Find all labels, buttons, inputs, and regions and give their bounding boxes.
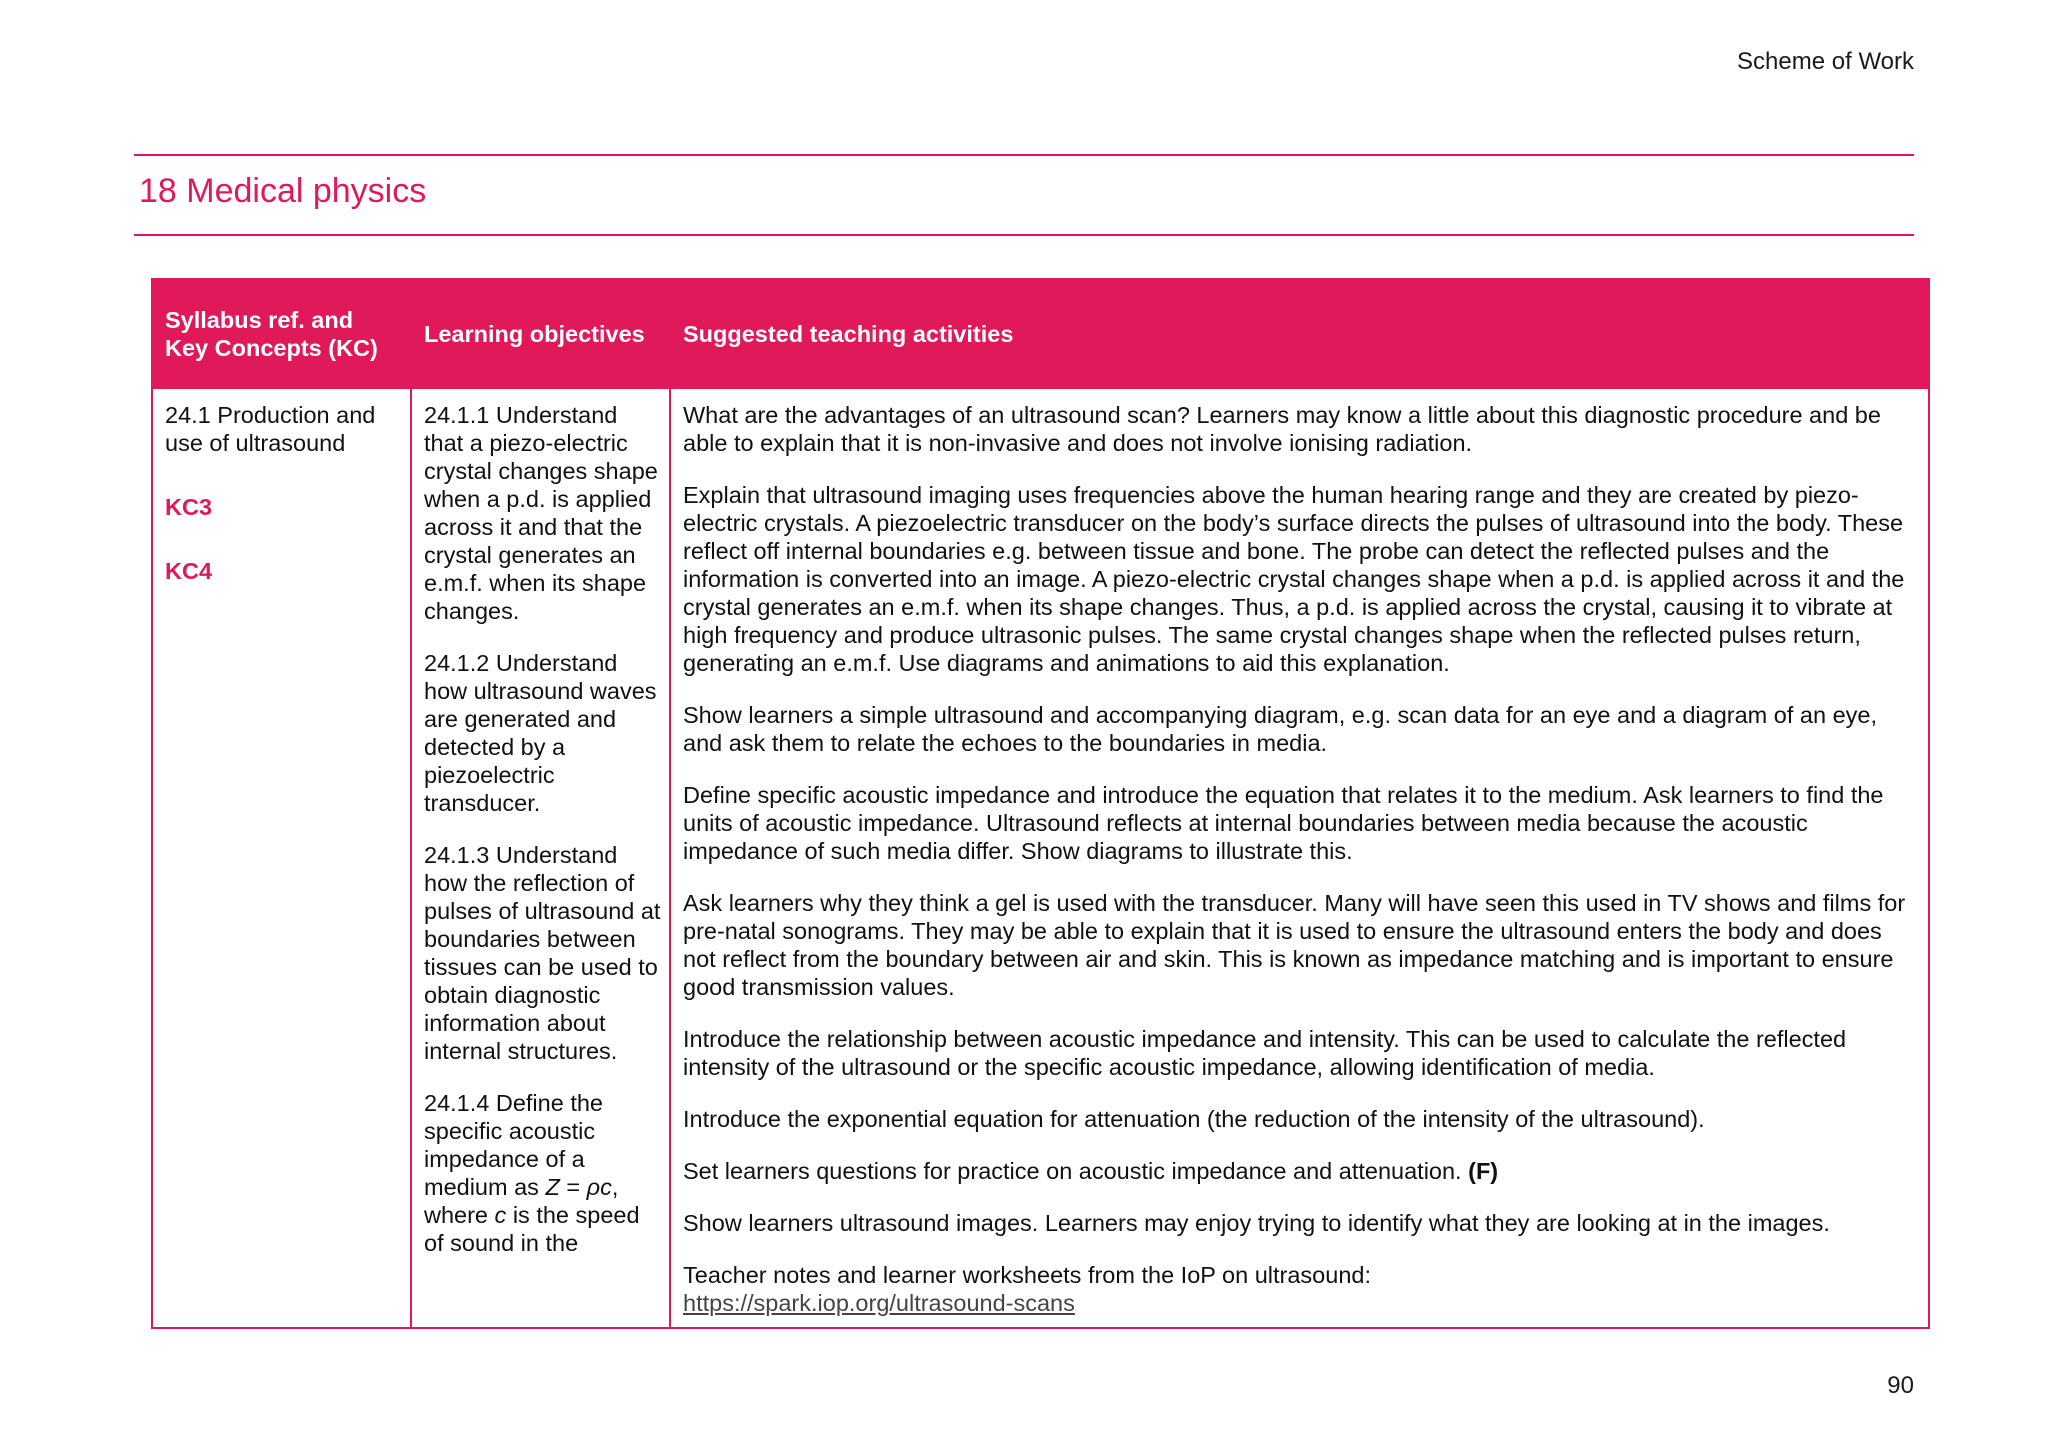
- objective-equals: =: [559, 1174, 587, 1200]
- activity-piezoelectric-explanation: Explain that ultrasound imaging uses frequencies above the human hearing range and they are created by piezo-electric crystals. A piezoelectric transducer on the body’s surface directs the pulses of ultrasound into the body. These reflect off internal boundaries e.g. between tissue and bone. The probe can detect the reflected pulses and the information is converted into an image. A piezo-electric crystal changes shape when a p.d. is applied across it and the crystal generates an e.m.f. when its shape changes. Thus, a p.d. is applied across the crystal, causing it to vibrate at high frequency and produce ultrasonic pulses. The same crystal changes shape when the reflected pulses return, generating an e.m.f. Use diagrams and animations to aid this explanation.: [683, 482, 1905, 676]
- teaching-activities-cell: [670, 388, 1929, 1328]
- resource-description: Teacher notes and learner worksheets from the IoP on ultrasound:: [683, 1262, 1371, 1288]
- activity-practice-text: Set learners questions for practice on acoustic impedance and attenuation.: [683, 1158, 1469, 1184]
- document-label: Scheme of Work: [1737, 48, 1914, 75]
- objective-24-1-4-text-a: 24.1.4 Define the specific acoustic impedance of a medium as: [424, 1090, 603, 1200]
- iop-ultrasound-link[interactable]: https://spark.iop.org/ultrasound-scans: [683, 1290, 1075, 1316]
- syllabus-ref-cell: [152, 388, 411, 1328]
- objective-24-1-4-text-d: is the speed of sound in the: [424, 1202, 640, 1256]
- activity-practice-questions: [683, 1157, 1918, 1185]
- objective-24-1-4: [424, 1089, 661, 1257]
- activity-ultrasound-advantages: What are the advantages of an ultrasound scan? Learners may know a little about this diagnostic procedure and be able to explain that it is non-invasive and does not involve ionising radiation.: [683, 402, 1881, 456]
- symbol-c: c: [494, 1202, 507, 1228]
- table-row: [152, 388, 1929, 1328]
- activity-impedance-intensity: Introduce the relationship between acoustic impedance and intensity. This can be used to calculate the reflected intensity of the ultrasound or the specific acoustic impedance, allowing identification of media.: [683, 1026, 1847, 1080]
- objective-24-1-3: 24.1.3 Understand how the reflection of pulses of ultrasound at boundaries between tissues can be used to obtain diagnostic information about internal structures.: [424, 842, 661, 1064]
- formative-assessment-tag: (F): [1468, 1158, 1499, 1184]
- table-header-row: [152, 279, 1929, 388]
- objective-24-1-1: 24.1.1 Understand that a piezo-electric crystal changes shape when a p.d. is applied across it and that the crystal generates an e.m.f. when its shape changes.: [424, 402, 658, 624]
- header-syllabus-ref: [152, 279, 411, 388]
- page-number: 90: [1887, 1372, 1914, 1399]
- symbol-rho-c: ρc: [586, 1174, 612, 1200]
- symbol-z: Z: [545, 1174, 560, 1200]
- title-bottom-rule: [134, 234, 1914, 236]
- activity-iop-resources: [683, 1261, 1918, 1317]
- activity-attenuation: Introduce the exponential equation for attenuation (the reduction of the intensity of the ultrasound).: [683, 1106, 1705, 1132]
- section-title: 18 Medical physics: [139, 172, 427, 210]
- activity-acoustic-impedance: Define specific acoustic impedance and introduce the equation that relates it to the medium. Ask learners to find the units of acoustic impedance. Ultrasound reflects at internal boundaries between media because the acoustic impedance of such media differ. Show diagrams to illustrate this.: [683, 782, 1884, 864]
- scheme-of-work-table: [151, 278, 1930, 1329]
- header-teaching-activities: Suggested teaching activities: [670, 279, 1929, 388]
- header-syllabus-line1: Syllabus ref. and: [165, 306, 354, 333]
- key-concept-kc4: KC4: [165, 558, 213, 584]
- learning-objectives-cell: [411, 388, 670, 1328]
- objective-24-1-2: 24.1.2 Understand how ultrasound waves are generated and detected by a piezoelectric transducer.: [424, 650, 657, 816]
- activity-simple-ultrasound: Show learners a simple ultrasound and accompanying diagram, e.g. scan data for an eye and a diagram of an eye, and ask them to relate the echoes to the boundaries in media.: [683, 702, 1877, 756]
- activity-gel-transducer: Ask learners why they think a gel is used with the transducer. Many will have seen this used in TV shows and films for pre-natal sonograms. They may be able to explain that it is used to ensure the ultrasound enters the body and does not reflect from the boundary between air and skin. This is known as impedance matching and is important to ensure good transmission values.: [683, 890, 1906, 1000]
- header-learning-objectives: Learning objectives: [411, 279, 670, 388]
- title-top-rule: [134, 154, 1914, 156]
- syllabus-ref: 24.1 Production and use of ultrasound: [165, 402, 376, 456]
- activity-ultrasound-images: Show learners ultrasound images. Learners may enjoy trying to identify what they are looking at in the images.: [683, 1210, 1830, 1236]
- key-concept-kc3: KC3: [165, 494, 213, 520]
- objective-24-1-4-text-b: , where: [424, 1174, 619, 1228]
- header-syllabus-line2: Key Concepts (KC): [165, 334, 378, 361]
